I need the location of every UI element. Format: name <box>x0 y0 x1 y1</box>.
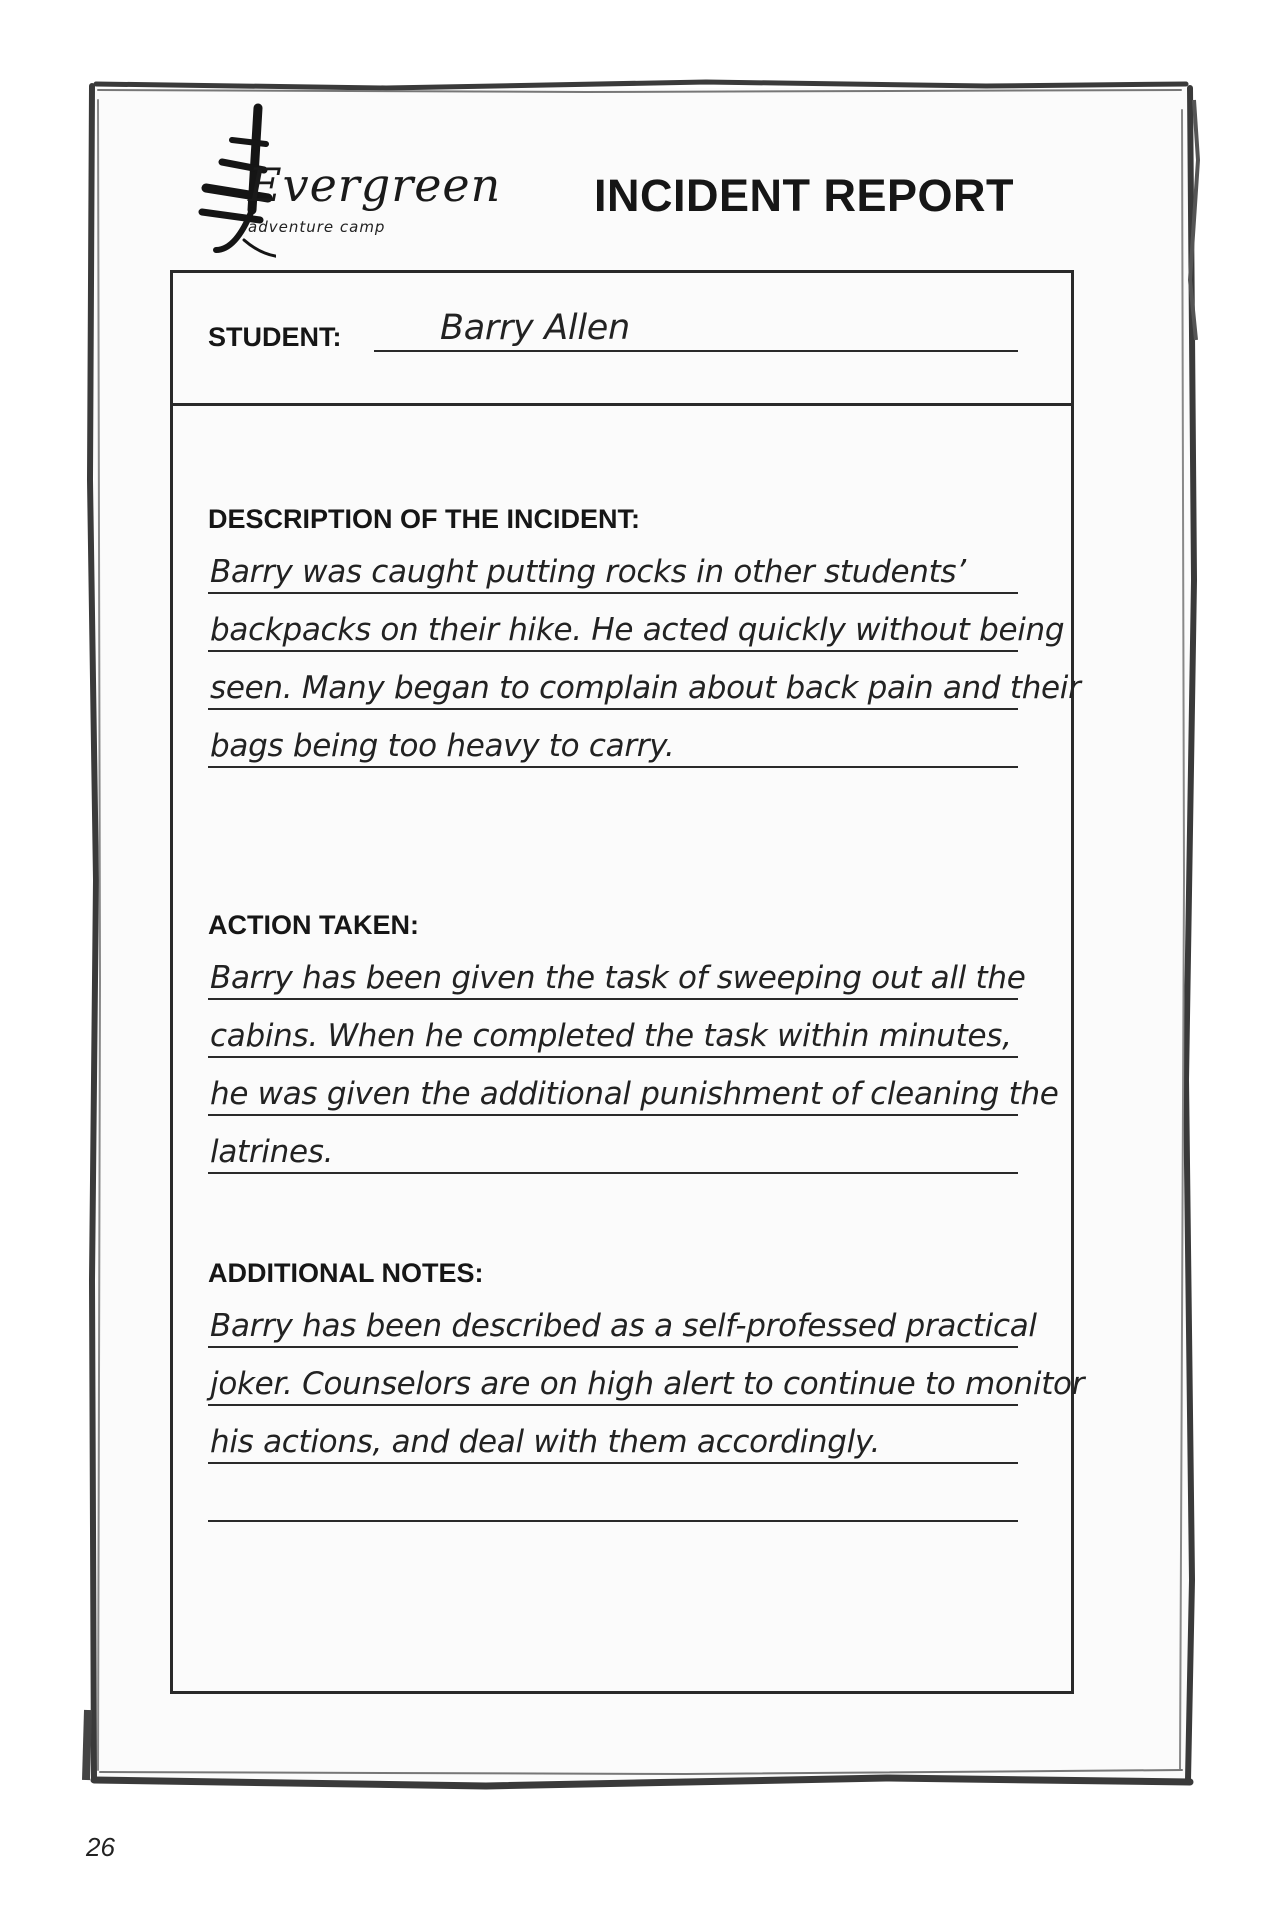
notes-line-1: Barry has been described as a self-professed practical <box>210 1308 1037 1344</box>
action-rule-3 <box>208 1114 1018 1116</box>
description-rule-1 <box>208 592 1018 594</box>
camp-logo <box>196 100 502 270</box>
notes-rule-2 <box>208 1404 1018 1406</box>
notes-rule-1 <box>208 1346 1018 1348</box>
action-rule-1 <box>208 998 1018 1000</box>
form-divider <box>170 403 1074 406</box>
logo-subtitle: adventure camp <box>248 218 386 236</box>
notes-rule-4 <box>208 1520 1018 1522</box>
description-rule-4 <box>208 766 1018 768</box>
description-rule-3 <box>208 708 1018 710</box>
notes-label: ADDITIONAL NOTES: <box>208 1258 484 1288</box>
action-label: ACTION TAKEN: <box>208 910 419 940</box>
action-rule-4 <box>208 1172 1018 1174</box>
action-line-2: cabins. When he completed the task within minutes, <box>210 1018 1012 1054</box>
description-label: DESCRIPTION OF THE INCIDENT: <box>208 504 641 534</box>
page-title: INCIDENT REPORT <box>594 170 1015 221</box>
notes-rule-3 <box>208 1462 1018 1464</box>
notes-line-2: joker. Counselors are on high alert to continue to monitor <box>210 1366 1085 1402</box>
notes-line-3: his actions, and deal with them accordingly. <box>210 1424 881 1460</box>
action-rule-2 <box>208 1056 1018 1058</box>
student-name: Barry Allen <box>440 308 630 348</box>
description-line-1: Barry was caught putting rocks in other students’ <box>210 554 966 590</box>
action-line-4: latrines. <box>210 1134 334 1170</box>
description-line-3: seen. Many began to complain about back pain and their <box>210 670 1081 706</box>
page-number: 26 <box>86 1832 115 1862</box>
logo-wordmark: Evergreen <box>248 158 502 212</box>
description-line-2: backpacks on their hike. He acted quickly without being <box>210 612 1065 648</box>
description-line-4: bags being too heavy to carry. <box>210 728 675 764</box>
action-line-3: he was given the additional punishment of cleaning the <box>210 1076 1059 1112</box>
action-line-1: Barry has been given the task of sweeping out all the <box>210 960 1026 996</box>
student-line <box>374 350 1018 352</box>
description-rule-2 <box>208 650 1018 652</box>
student-label: STUDENT: <box>208 322 342 352</box>
